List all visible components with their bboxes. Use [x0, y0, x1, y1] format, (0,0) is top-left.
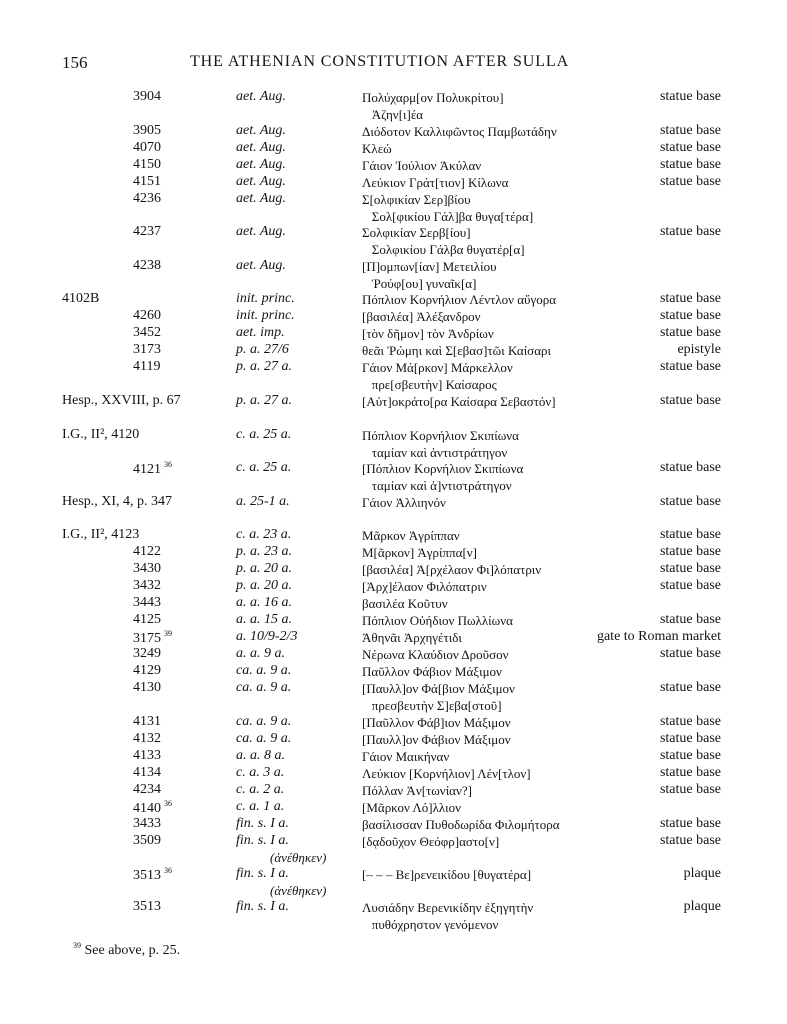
text-line: [– – – Βε]ρενεικίδου [θυγατέρα]	[362, 867, 532, 882]
inscription-text	[362, 748, 449, 765]
monument-type: statue base	[659, 157, 721, 172]
date-cell: a. 25-1 a.	[236, 494, 290, 509]
date-cell: aet. Aug.	[236, 191, 286, 206]
inscription-text	[362, 123, 557, 140]
monument-type: epistyle	[677, 342, 721, 357]
inscription-number: 4121 $^{36}$	[133, 460, 172, 477]
inscription-text	[362, 494, 446, 511]
date-cell: c. a. 2 a.	[236, 782, 285, 797]
inscription-number: 3509	[133, 833, 161, 848]
table-row	[0, 612, 787, 629]
text-line: Πόλλαν Ἀν[τωνίαν?]	[362, 783, 472, 798]
text-line: Σολφικίαν Σερβ[ίου]	[362, 225, 471, 240]
date-cell: aet. Aug.	[236, 174, 286, 189]
date-cell: aet. Aug.	[236, 258, 286, 273]
page-number: 156	[62, 53, 88, 72]
date-cell: p. a. 20 a.	[236, 578, 292, 593]
text-line: θεᾶι Ῥώμηι καὶ Σ[εβασ]τῶι Καίσαρι	[362, 343, 551, 358]
inscription-text	[362, 782, 472, 799]
inscription-number: 4132	[133, 731, 161, 746]
monument-type: statue base	[659, 527, 721, 542]
inscription-text	[362, 460, 523, 494]
inscription-text	[362, 663, 502, 680]
inscription-number: 4237	[133, 224, 161, 239]
date-cell: c. a. 25 a.	[236, 427, 292, 442]
date-cell: ca. a. 9 a.	[236, 663, 292, 678]
text-line: Γάιον Μαικήναν	[362, 749, 450, 764]
text-line: Γάιον Μά[ρκον] Μάρκελλον	[362, 360, 513, 375]
inscription-text	[362, 595, 448, 612]
monument-type: plaque	[683, 866, 721, 881]
date-cell: p. a. 27/6	[236, 342, 289, 357]
text-line: [Παυλλ]ον Φάβιον Μάξιμον	[362, 732, 511, 747]
table-row	[0, 765, 787, 782]
date-cell: aet. Aug.	[236, 123, 286, 138]
text-line: Πολύχαρμ[ον Πολυκρίτου]	[362, 90, 504, 105]
table-row	[0, 561, 787, 578]
table-row	[0, 782, 787, 799]
date-cell: aet. Aug.	[236, 224, 286, 239]
footnote	[70, 941, 180, 959]
running-title: THE ATHENIAN CONSTITUTION AFTER SULLA	[190, 53, 570, 70]
inscription-number: 3175 $^{39}$	[133, 629, 172, 646]
table-row	[0, 89, 787, 123]
table-row	[0, 308, 787, 325]
table-row	[0, 799, 787, 816]
table-row	[0, 325, 787, 342]
date-cell: aet. Aug.	[236, 157, 286, 172]
text-line: [βασιλέα] Ἀ[ρχέλαον Φι]λόπατριν	[362, 562, 542, 577]
inscription-text	[362, 714, 511, 731]
footnote-ref: 36	[164, 866, 172, 875]
inscription-number: 4238	[133, 258, 161, 273]
inscription-number: 3173	[133, 342, 161, 357]
text-line: πρε[σβευτὴν] Καίσαρος	[362, 377, 497, 392]
inscription-text	[362, 89, 504, 123]
monument-type: statue base	[659, 393, 721, 408]
date-cell: p. a. 23 a.	[236, 544, 292, 559]
inscription-number: 4070	[133, 140, 161, 155]
text-line: [Πόπλιον Κορνήλιον Σκιπίωνα	[362, 461, 524, 476]
inscription-number: 4131	[133, 714, 161, 729]
inscription-number: 3513	[133, 899, 161, 914]
inscription-text	[362, 224, 525, 258]
inscription-number: 4122	[133, 544, 161, 559]
inscription-number: 4151	[133, 174, 161, 189]
monument-type: statue base	[659, 748, 721, 763]
monument-type: statue base	[659, 325, 721, 340]
text-line: Γάιον Ἀλλιηνόν	[362, 495, 446, 510]
monument-type: statue base	[659, 494, 721, 509]
inscription-text	[362, 731, 511, 748]
text-line: Ῥούφ[ου] γυναῖκ[α]	[362, 276, 477, 291]
footnote-marker: 39	[73, 941, 81, 950]
table-row	[0, 140, 787, 157]
table-row	[0, 494, 787, 527]
inscription-text	[362, 174, 508, 191]
text-line: Διόδοτον Καλλιφῶντος Παμβωτάδην	[362, 124, 557, 139]
inscription-text	[362, 612, 513, 629]
inscription-number: 3443	[133, 595, 161, 610]
table-row	[0, 224, 787, 258]
text-line: [Ἀρχ]έλαον Φιλόπατριν	[362, 579, 487, 594]
text-line: Παῦλλον Φάβιον Μάξιμον	[362, 664, 502, 679]
table-row	[0, 629, 787, 646]
table-row	[0, 191, 787, 224]
table-row	[0, 731, 787, 748]
date-cell: a. a. 9 a.	[236, 646, 285, 661]
inscription-text	[362, 544, 477, 561]
table-row	[0, 663, 787, 680]
inscription-text	[362, 191, 533, 225]
table-row	[0, 342, 787, 359]
inscription-text	[362, 765, 531, 782]
date-cell: fin. s. I a.	[236, 899, 289, 914]
monument-type: statue base	[659, 646, 721, 661]
date-cell: c. a. 3 a.	[236, 765, 285, 780]
inscription-number: 3904	[133, 89, 161, 104]
inscription-number: 4134	[133, 765, 161, 780]
table-row	[0, 258, 787, 291]
inscription-text	[362, 291, 556, 308]
inscription-text	[362, 157, 481, 174]
text-line: [τὸν δῆμον] τὸν Ἀνδρίων	[362, 326, 494, 341]
inscription-text	[362, 308, 481, 325]
table-row	[0, 123, 787, 140]
inscription-number: 3249	[133, 646, 161, 661]
date-cell: a. a. 15 a.	[236, 612, 292, 627]
inscription-text	[362, 680, 515, 714]
inscription-text	[362, 899, 533, 933]
monument-type: statue base	[659, 224, 721, 239]
table-row	[0, 680, 787, 714]
table-row	[0, 866, 787, 899]
inscription-reference: 4102B	[62, 291, 100, 306]
table-row	[0, 359, 787, 393]
inscription-text	[362, 833, 499, 850]
inscription-reference: I.G., II², 4120	[62, 427, 140, 442]
monument-type: statue base	[659, 544, 721, 559]
monument-type: statue base	[659, 359, 721, 374]
date-cell: ca. a. 9 a.	[236, 731, 292, 746]
text-line: [Παυλλ]ον Φά[βιον Μάξιμον	[362, 681, 515, 696]
inscription-number: 4150	[133, 157, 161, 172]
inscription-number: 3430	[133, 561, 161, 576]
inscription-text	[362, 359, 513, 393]
table-row	[0, 544, 787, 561]
text-line: Μᾶρκον Ἀγρίππαν	[362, 528, 460, 543]
inscription-text	[362, 342, 551, 359]
inscription-number: 4119	[133, 359, 161, 374]
table-row	[0, 157, 787, 174]
text-line: Πόπλιον Κορνήλιον Σκιπίωνα	[362, 428, 519, 443]
monument-type: statue base	[659, 833, 721, 848]
table-row	[0, 595, 787, 612]
monument-type: statue base	[659, 816, 721, 831]
table-row	[0, 527, 787, 544]
inscription-number: 4130	[133, 680, 161, 695]
inscription-number: 4125	[133, 612, 161, 627]
date-cell: ca. a. 9 a.	[236, 714, 292, 729]
table-row	[0, 833, 787, 866]
footnote-ref: 36	[164, 799, 172, 808]
date-cell: aet. Aug.	[236, 140, 286, 155]
inscription-reference: Hesp., XXVIII, p. 67	[62, 393, 181, 408]
inscription-number: 3513 $^{36}$	[133, 866, 172, 883]
inscription-number: 3452	[133, 325, 161, 340]
text-line: Μ[ᾶρκον] Ἀγρίππα[ν]	[362, 545, 478, 560]
inscription-number: 4236	[133, 191, 161, 206]
date-cell: p. a. 20 a.	[236, 561, 292, 576]
text-line: [Π]ομπων[ίαν] Μετειλίου	[362, 259, 497, 274]
date-cell: c. a. 1 a.	[236, 799, 285, 814]
date-cell: c. a. 23 a.	[236, 527, 292, 542]
table-row	[0, 646, 787, 663]
monument-type: plaque	[683, 899, 721, 914]
inscription-text	[362, 527, 460, 544]
text-line: [Μᾶρκον Λό]λλιον	[362, 800, 461, 815]
monument-type: statue base	[659, 308, 721, 323]
monument-type: statue base	[659, 731, 721, 746]
date-cell: aet. imp.	[236, 325, 285, 340]
date-cell: init. princ.	[236, 291, 295, 306]
date-cell: a. 10/9-2/3	[236, 629, 298, 644]
inscription-text	[362, 629, 462, 646]
inscription-number: 3432	[133, 578, 161, 593]
monument-type: statue base	[659, 714, 721, 729]
text-line: [Αὐτ]οκράτο[ρα Καίσαρα Σεβαστόν]	[362, 394, 556, 409]
table-row	[0, 427, 787, 460]
inscription-text	[362, 325, 494, 342]
text-line: Πόπλιον Κορνήλιον Λέντλον αὔγορα	[362, 292, 557, 307]
table-row	[0, 393, 787, 427]
inscription-number: 4234	[133, 782, 161, 797]
date-cell: p. a. 27 a.	[236, 359, 292, 374]
inscription-text	[362, 427, 519, 461]
table-row	[0, 460, 787, 494]
date-cell: init. princ.	[236, 308, 295, 323]
monument-type: statue base	[659, 680, 721, 695]
text-line: Νέρωνα Κλαύδιον Δροῦσον	[362, 647, 509, 662]
inscription-number: 4133	[133, 748, 161, 763]
monument-type: statue base	[659, 174, 721, 189]
text-line: Σ[ολφικίαν Σερ]βίου	[362, 192, 471, 207]
text-line: ταμίαν καὶ ἀ]ντιστράτηγον	[362, 478, 512, 493]
footnote-ref: 39	[164, 629, 172, 638]
date-cell: fin. s. I a.	[236, 816, 289, 831]
date-cell: ca. a. 9 a.	[236, 680, 292, 695]
text-line: [Παῦλλον Φάβ]ιον Μάξιμον	[362, 715, 511, 730]
text-line: βασίλισσαν Πυθοδωρίδα Φιλομήτορα	[362, 817, 560, 832]
text-line: Ἀζην[ι]έα	[362, 107, 424, 122]
monument-type: statue base	[659, 578, 721, 593]
table-row	[0, 816, 787, 833]
dedication-note: (ἀνέθηκεν)	[270, 850, 327, 865]
date-cell: a. a. 16 a.	[236, 595, 292, 610]
text-line: βασιλέα Κοῦτυν	[362, 596, 448, 611]
monument-type: statue base	[659, 140, 721, 155]
monument-type: statue base	[659, 89, 721, 104]
date-cell: p. a. 27 a.	[236, 393, 292, 408]
table-row	[0, 578, 787, 595]
text-line: πρεσβευτὴν Σ]εβα[στοῦ]	[362, 698, 502, 713]
date-cell: fin. s. I a.	[236, 833, 289, 848]
date-cell: a. a. 8 a.	[236, 748, 285, 763]
table-row	[0, 748, 787, 765]
inscription-number: 3905	[133, 123, 161, 138]
date-cell: c. a. 25 a.	[236, 460, 292, 475]
footnote-text: See above, p. 25.	[84, 943, 181, 958]
text-line: Κλεώ	[362, 141, 392, 156]
monument-type: statue base	[659, 765, 721, 780]
text-line: Λεύκιον [Κορνήλιον] Λέν[τλον]	[362, 766, 531, 781]
date-cell: aet. Aug.	[236, 89, 286, 104]
monument-type: gate to Roman market	[596, 629, 721, 644]
inscription-reference: I.G., II², 4123	[62, 527, 140, 542]
text-line: Σολφικίου Γάλβα θυγατέρ[α]	[362, 242, 525, 257]
text-line: ταμίαν καὶ ἀντιστράτηγον	[362, 445, 508, 460]
monument-type: statue base	[659, 123, 721, 138]
text-line: πυθόχρηστον γενόμενον	[362, 917, 499, 932]
inscription-number: 4129	[133, 663, 161, 678]
inscription-table	[0, 89, 787, 933]
text-line: Πόπλιον Οὐήδιον Πωλλίωνα	[362, 613, 513, 628]
inscription-text	[362, 561, 541, 578]
table-row	[0, 714, 787, 731]
text-line: Λεύκιον Γράτ[τιον] Κίλωνα	[362, 175, 509, 190]
inscription-number: 4140 $^{36}$	[133, 799, 172, 816]
inscription-text	[362, 140, 392, 157]
monument-type: statue base	[659, 291, 721, 306]
text-line: Γάιον Ἰούλιον Ἀκύλαν	[362, 158, 482, 173]
text-line: [βασιλέα] Ἀλέξανδρον	[362, 309, 481, 324]
inscription-text	[362, 578, 487, 595]
inscription-text	[362, 866, 531, 883]
text-line: [δᾳδοῦχον Θεόφρ]αστο[ν]	[362, 834, 500, 849]
table-row	[0, 291, 787, 308]
text-line: Ἀθηνᾶι Ἀρχηγέτιδι	[362, 630, 462, 645]
monument-type: statue base	[659, 460, 721, 475]
inscription-number: 3433	[133, 816, 161, 831]
inscription-text	[362, 816, 560, 833]
monument-type: statue base	[659, 612, 721, 627]
text-line: Σολ[φικίου Γάλ]βα θυγα[τέρα]	[362, 209, 534, 224]
dedication-note: (ἀνέθηκεν)	[270, 883, 327, 898]
monument-type: statue base	[659, 561, 721, 576]
table-row	[0, 899, 787, 933]
text-line: Λυσιάδην Βερενικίδην ἐξηγητὴν	[362, 900, 534, 915]
footnote-ref: 36	[164, 460, 172, 469]
inscription-reference: Hesp., XI, 4, p. 347	[62, 494, 173, 509]
table-row	[0, 174, 787, 191]
inscription-text	[362, 258, 497, 292]
inscription-number: 4260	[133, 308, 161, 323]
inscription-text	[362, 393, 556, 410]
inscription-text	[362, 799, 461, 816]
monument-type: statue base	[659, 782, 721, 797]
inscription-text	[362, 646, 508, 663]
running-header	[0, 53, 787, 77]
date-cell: fin. s. I a.	[236, 866, 289, 881]
